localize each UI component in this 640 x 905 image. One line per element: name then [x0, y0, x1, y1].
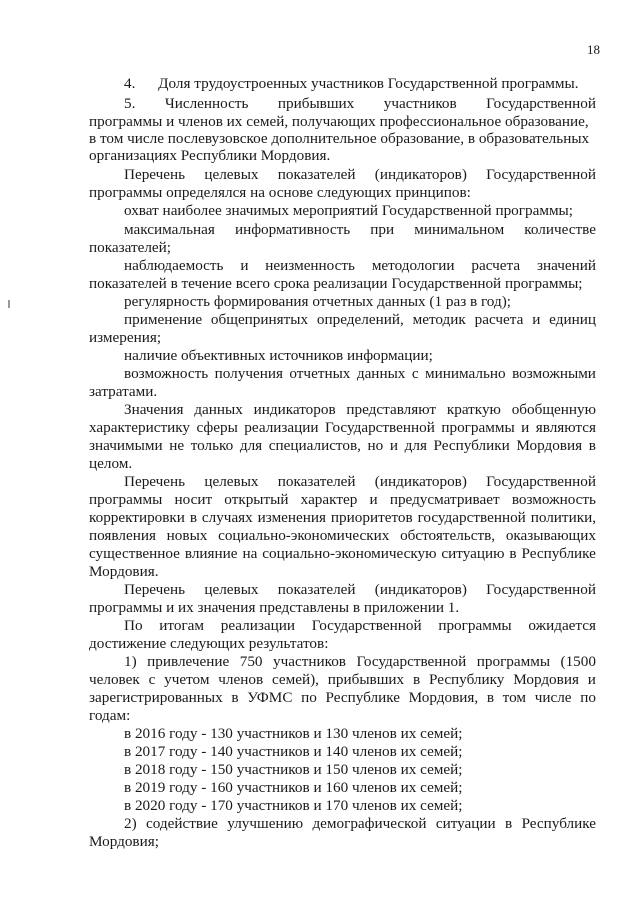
- word: в: [189, 509, 197, 526]
- word: обстоятельств,: [400, 527, 496, 544]
- word: участников: [383, 95, 457, 112]
- word: корректировки: [89, 509, 185, 526]
- word: Государственной: [486, 473, 596, 490]
- word: оказывающих: [505, 527, 596, 544]
- word: для: [404, 437, 427, 454]
- word: 5.: [124, 95, 136, 112]
- text-line: в 2019 году - 160 участников и 160 членов их семей;: [124, 779, 463, 796]
- word: и: [521, 419, 530, 436]
- word: 2): [124, 815, 137, 832]
- word: По: [124, 617, 143, 634]
- word: Мордовия,: [408, 689, 479, 706]
- word: данных: [194, 401, 243, 418]
- word: определений,: [316, 311, 404, 328]
- text-line: затратами.: [89, 383, 158, 400]
- text-line: в 2017 году - 140 участников и 140 членов их семей;: [124, 743, 463, 760]
- word: представляют: [346, 401, 437, 418]
- word: возможными: [512, 365, 596, 382]
- text-line: достижение следующих результатов:: [89, 635, 329, 652]
- word: и: [389, 437, 399, 454]
- word: показателей: [277, 581, 356, 598]
- word: получения: [214, 365, 283, 382]
- word: единиц: [549, 311, 596, 328]
- word: показателей: [277, 473, 356, 490]
- word: только: [190, 437, 234, 454]
- word: с: [411, 365, 419, 382]
- word: улучшению: [227, 815, 304, 832]
- word: ситуации: [435, 815, 496, 832]
- word: в: [412, 671, 421, 688]
- word: индикаторов: [253, 401, 336, 418]
- word: (1500: [560, 653, 596, 670]
- word: возможность: [124, 365, 209, 382]
- word: том: [502, 689, 527, 706]
- word: ситуацию: [441, 545, 505, 562]
- word: при: [370, 221, 395, 238]
- text-line: [89, 509, 596, 526]
- text-line: в 2016 году - 130 участников и 130 членов их семей;: [124, 725, 463, 742]
- text-line: регулярность формирования отчетных данных (1 раз в год);: [124, 293, 511, 310]
- text-line: годам:: [89, 707, 131, 724]
- word: членов: [218, 671, 264, 688]
- word: ожидается: [528, 617, 596, 634]
- word: Государственной: [486, 95, 596, 112]
- word: Республику: [428, 671, 505, 688]
- word: расчета: [474, 311, 524, 328]
- word: случаях: [201, 509, 253, 526]
- word: Численность: [164, 95, 249, 112]
- scan-edge-mark: [8, 300, 10, 308]
- word: в: [505, 815, 513, 832]
- text-line: [124, 166, 596, 183]
- word: по: [580, 689, 596, 706]
- text-line: [124, 95, 596, 112]
- text-line: 4. Доля трудоустроенных участников Государственной программы.: [124, 75, 579, 92]
- word: приоритетов: [330, 509, 413, 526]
- text-line: [124, 365, 596, 382]
- word: наблюдаемость: [124, 257, 224, 274]
- text-line: [89, 689, 596, 706]
- word: значений: [536, 257, 596, 274]
- word: социально-экономическую: [262, 545, 437, 562]
- text-line: в 2018 году - 150 участников и 150 членов их семей;: [124, 761, 463, 778]
- word: влияние: [184, 545, 238, 562]
- word: целевых: [204, 166, 259, 183]
- word: Республике: [325, 689, 400, 706]
- word: методик: [412, 311, 466, 328]
- word: расчета: [471, 257, 521, 274]
- text-line: [124, 401, 596, 418]
- word: 750: [239, 653, 263, 670]
- word: УФМС: [247, 689, 293, 706]
- word: Республике: [521, 815, 596, 832]
- word: сферы: [196, 419, 238, 436]
- word: (индикаторов): [374, 581, 467, 598]
- word: программы: [476, 653, 551, 670]
- text-line: программы и их значения представлены в приложении 1.: [89, 599, 460, 616]
- word: минимально: [425, 365, 506, 382]
- word: зарегистрированных: [89, 689, 223, 706]
- word: содействие: [146, 815, 218, 832]
- word: существенное: [89, 545, 180, 562]
- word: прибывших: [327, 671, 405, 688]
- text-line: [89, 527, 596, 544]
- word: и: [240, 257, 249, 274]
- word: политики,: [530, 509, 596, 526]
- word: отчетных: [289, 365, 351, 382]
- word: и: [587, 671, 596, 688]
- text-line: [89, 419, 596, 436]
- word: изменения: [257, 509, 327, 526]
- word: являются: [535, 419, 596, 436]
- word: характеристику: [89, 419, 191, 436]
- page-number: 18: [587, 42, 600, 57]
- text-line: [124, 221, 596, 238]
- word: информативность: [234, 221, 351, 238]
- word: демографической: [312, 815, 427, 832]
- word: 1): [124, 653, 137, 670]
- word: целевых: [204, 473, 259, 490]
- text-line: [89, 545, 596, 562]
- word: применение: [124, 311, 203, 328]
- word: итогам: [159, 617, 205, 634]
- word: обобщенную: [511, 401, 596, 418]
- text-line: охват наиболее значимых мероприятий Государственной программы;: [124, 202, 573, 219]
- word: в: [231, 689, 239, 706]
- word: государственной: [417, 509, 526, 526]
- word: Государственной: [311, 617, 422, 634]
- word: привлечение: [147, 653, 230, 670]
- word: по: [301, 689, 317, 706]
- word: программы: [89, 491, 163, 508]
- word: семей),: [271, 671, 319, 688]
- word: но: [367, 437, 384, 454]
- text-line: [89, 671, 596, 688]
- word: Республики: [433, 437, 510, 454]
- word: Республике: [521, 545, 596, 562]
- word: участников: [272, 653, 346, 670]
- text-line: наличие объективных источников информации;: [124, 347, 433, 364]
- word: методологии: [371, 257, 455, 274]
- text-line: показателей;: [89, 239, 172, 256]
- word: предусматривает: [389, 491, 500, 508]
- word: возможность: [511, 491, 596, 508]
- word: и: [532, 311, 541, 328]
- word: (индикаторов): [374, 166, 467, 183]
- word: для: [239, 437, 263, 454]
- text-line: [124, 815, 596, 832]
- text-line: [124, 617, 596, 634]
- word: в: [588, 437, 596, 454]
- word: не: [169, 437, 185, 454]
- text-line: в том числе послевузовское дополнительное образование, в образовательных: [89, 130, 590, 147]
- word: специалистов,: [268, 437, 361, 454]
- word: Перечень: [124, 581, 186, 598]
- word: характер: [300, 491, 358, 508]
- text-line: Мордовия;: [89, 833, 159, 850]
- word: минимальном: [414, 221, 505, 238]
- word: Государственной: [356, 653, 467, 670]
- word: Государственной: [486, 166, 596, 183]
- text-line: показателей в течение всего срока реализации Государственной программы;: [89, 275, 583, 292]
- text-line: [124, 311, 596, 328]
- word: в: [509, 545, 517, 562]
- word: значимыми: [89, 437, 163, 454]
- word: новых: [166, 527, 208, 544]
- text-line: программы и членов их семей, получающих профессиональное образование,: [89, 113, 589, 130]
- word: целевых: [204, 581, 259, 598]
- word: программы: [438, 617, 512, 634]
- text-line: целом.: [89, 455, 133, 472]
- word: носит: [174, 491, 213, 508]
- text-line: в 2020 году - 170 участников и 170 членов их семей;: [124, 797, 463, 814]
- word: неизменность: [265, 257, 355, 274]
- word: реализации: [244, 419, 319, 436]
- word: краткую: [446, 401, 501, 418]
- word: Государственной: [325, 419, 435, 436]
- text-line: [124, 257, 596, 274]
- word: человек: [89, 671, 140, 688]
- word: социально-экономических: [218, 527, 390, 544]
- word: количестве: [524, 221, 596, 238]
- word: числе: [534, 689, 572, 706]
- word: на: [242, 545, 258, 562]
- word: и: [369, 491, 378, 508]
- text-line: организациях Республики Мордовия.: [89, 147, 331, 164]
- word: Государственной: [486, 581, 596, 598]
- word: реализации: [220, 617, 296, 634]
- word: Мордовия: [513, 671, 579, 688]
- word: данных: [356, 365, 406, 382]
- word: показателей: [277, 166, 356, 183]
- text-line: [124, 653, 596, 670]
- word: прибывших: [277, 95, 355, 112]
- word: общепринятых: [210, 311, 309, 328]
- text-line: [89, 437, 596, 454]
- text-line: [124, 473, 596, 490]
- word: в: [486, 689, 494, 706]
- word: (индикаторов): [374, 473, 467, 490]
- text-line: Мордовия.: [89, 563, 159, 580]
- word: Перечень: [124, 473, 186, 490]
- word: учетом: [164, 671, 210, 688]
- word: с: [148, 671, 156, 688]
- text-line: [124, 581, 596, 598]
- word: программы: [441, 419, 515, 436]
- word: максимальная: [124, 221, 215, 238]
- word: появления: [89, 527, 156, 544]
- word: Перечень: [124, 166, 186, 183]
- text-line: [89, 491, 596, 508]
- word: Мордовия: [516, 437, 583, 454]
- word: Значения: [124, 401, 184, 418]
- text-line: измерения;: [89, 329, 162, 346]
- word: открытый: [224, 491, 289, 508]
- text-line: программы определялся на основе следующих принципов:: [89, 184, 471, 201]
